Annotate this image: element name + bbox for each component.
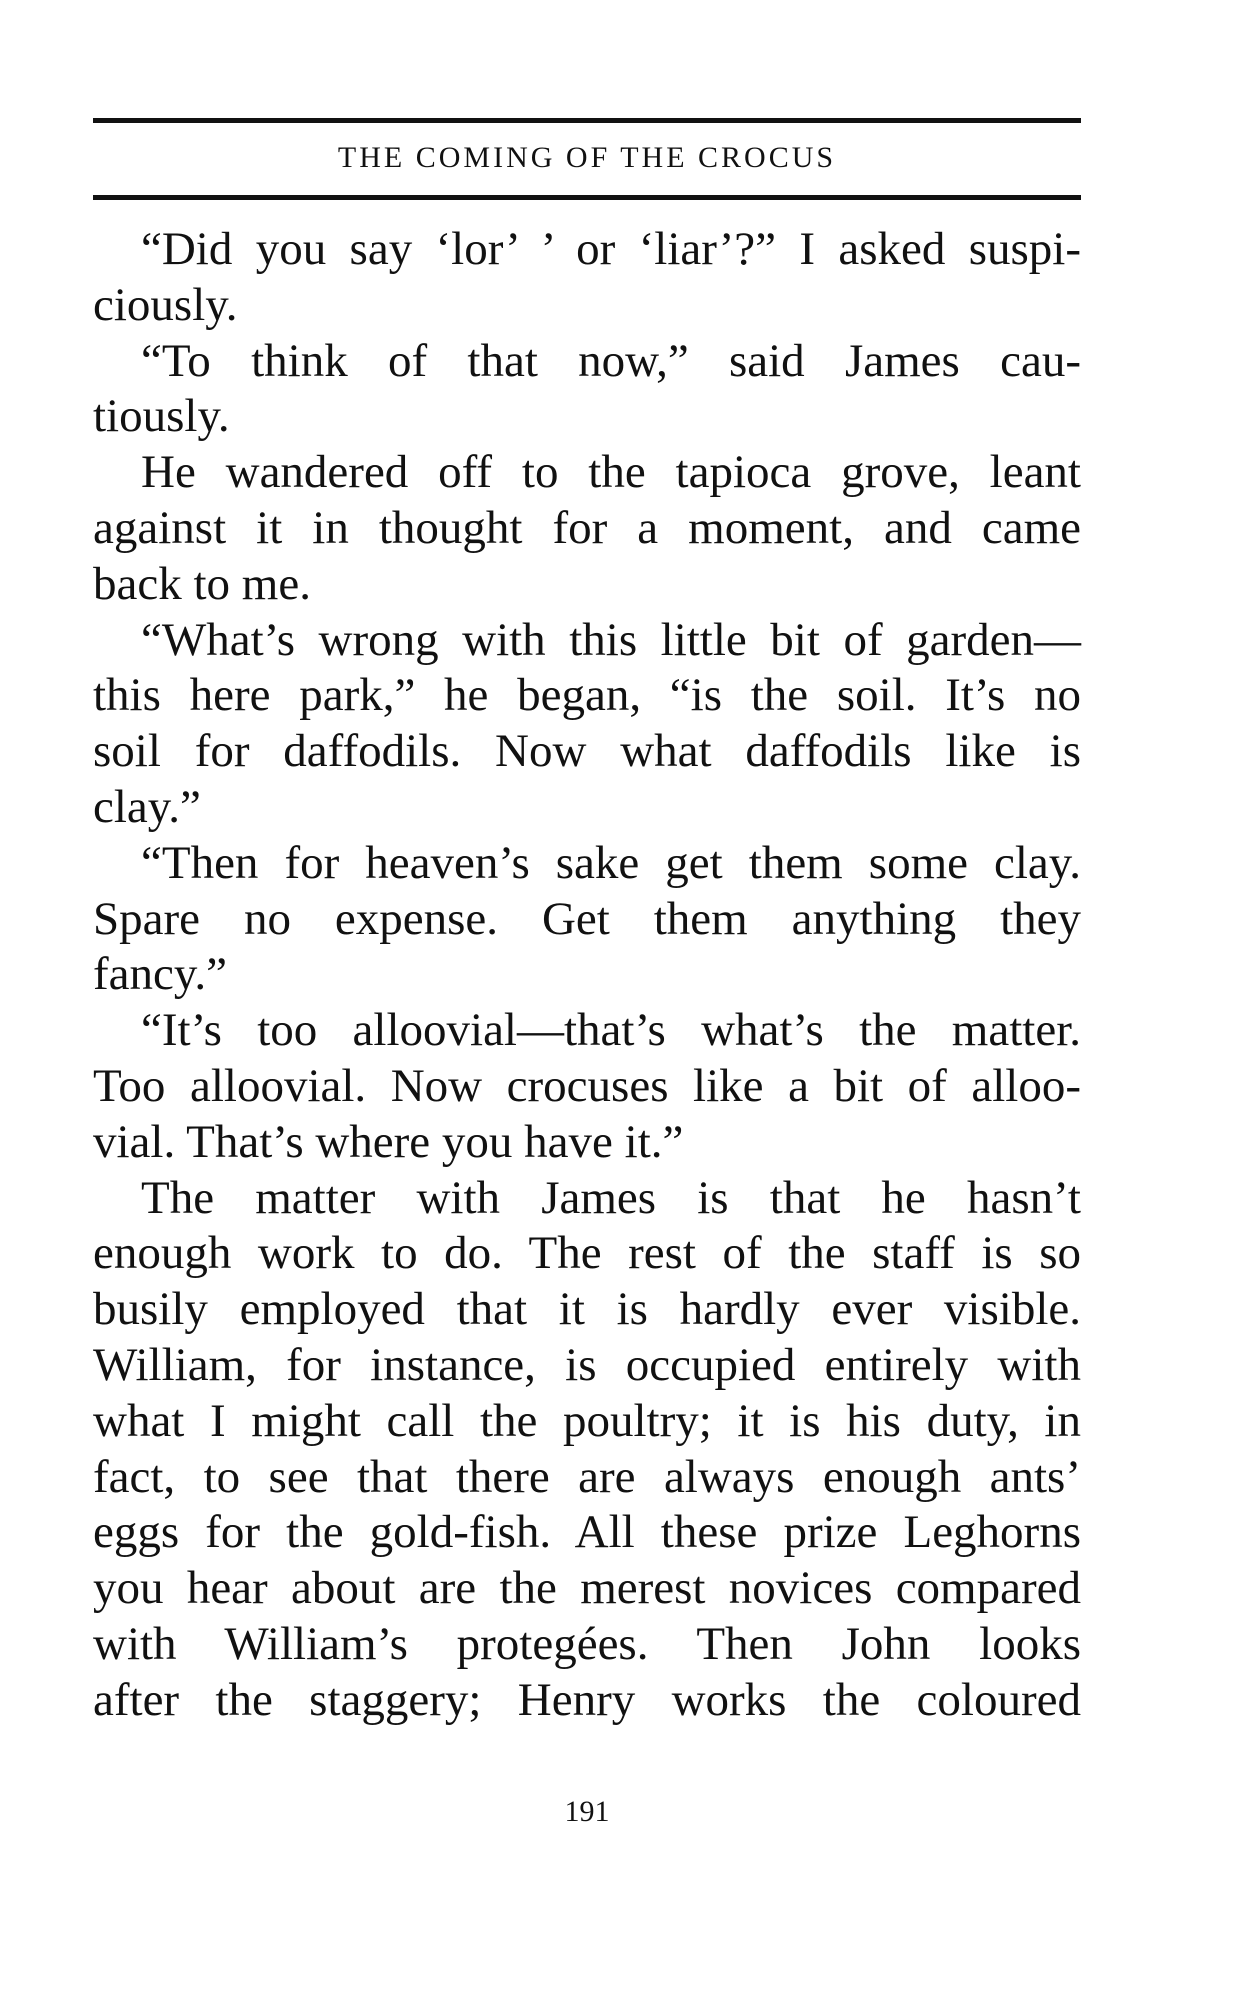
text-line: back to me.: [93, 557, 311, 610]
text-line: enough work to do. The rest of the staff is so: [93, 1227, 1081, 1280]
running-head: THE COMING OF THE CROCUS: [337, 141, 837, 174]
text-line: “Then for heaven’s sake get them some clay.: [141, 836, 1081, 889]
text-line: busily employed that it is hardly ever visible.: [93, 1283, 1081, 1336]
header-rule-bottom: [93, 195, 1081, 200]
text-line: eggs for the gold-fish. All these prize Leghorns: [93, 1506, 1081, 1559]
text-line: clay.”: [93, 780, 201, 833]
text-line: soil for daffodils. Now what daffodils like is: [93, 725, 1081, 778]
text-line: “To think of that now,” said James cau-: [141, 334, 1081, 387]
text-line: Spare no expense. Get them anything they: [93, 892, 1081, 945]
text-line: ciously.: [93, 278, 238, 331]
text-line: what I might call the poultry; it is his duty, in: [93, 1394, 1081, 1447]
text-line: after the staggery; Henry works the coloured: [93, 1673, 1081, 1726]
text-line: “It’s too alloovial—that’s what’s the matter.: [141, 1004, 1081, 1057]
page-number: 191: [564, 1795, 610, 1828]
text-line: you hear about are the merest novices compared: [93, 1562, 1081, 1615]
header-rule-top: [93, 118, 1081, 123]
text-line: fancy.”: [93, 948, 227, 1001]
text-line: William, for instance, is occupied entirely with: [93, 1338, 1081, 1391]
text-line: “Did you say ‘lor’ ’ or ‘liar’?” I asked suspi-: [141, 223, 1081, 275]
text-line: tiously.: [93, 390, 230, 443]
text-line: vial. That’s where you have it.”: [93, 1115, 684, 1168]
text-line: “What’s wrong with this little bit of garden—: [141, 613, 1081, 666]
text-line: He wandered off to the tapioca grove, leant: [141, 446, 1081, 499]
text-line: The matter with James is that he hasn’t: [141, 1171, 1081, 1224]
text-line: Too alloovial. Now crocuses like a bit of alloo-: [93, 1059, 1081, 1112]
text-line: with William’s protegées. Then John looks: [93, 1617, 1081, 1670]
text-line: against it in thought for a moment, and came: [93, 501, 1081, 554]
text-line: this here park,” he began, “is the soil. It’s no: [93, 669, 1081, 722]
text-line: fact, to see that there are always enough ants’: [93, 1450, 1081, 1503]
body-text: [93, 222, 1081, 1729]
